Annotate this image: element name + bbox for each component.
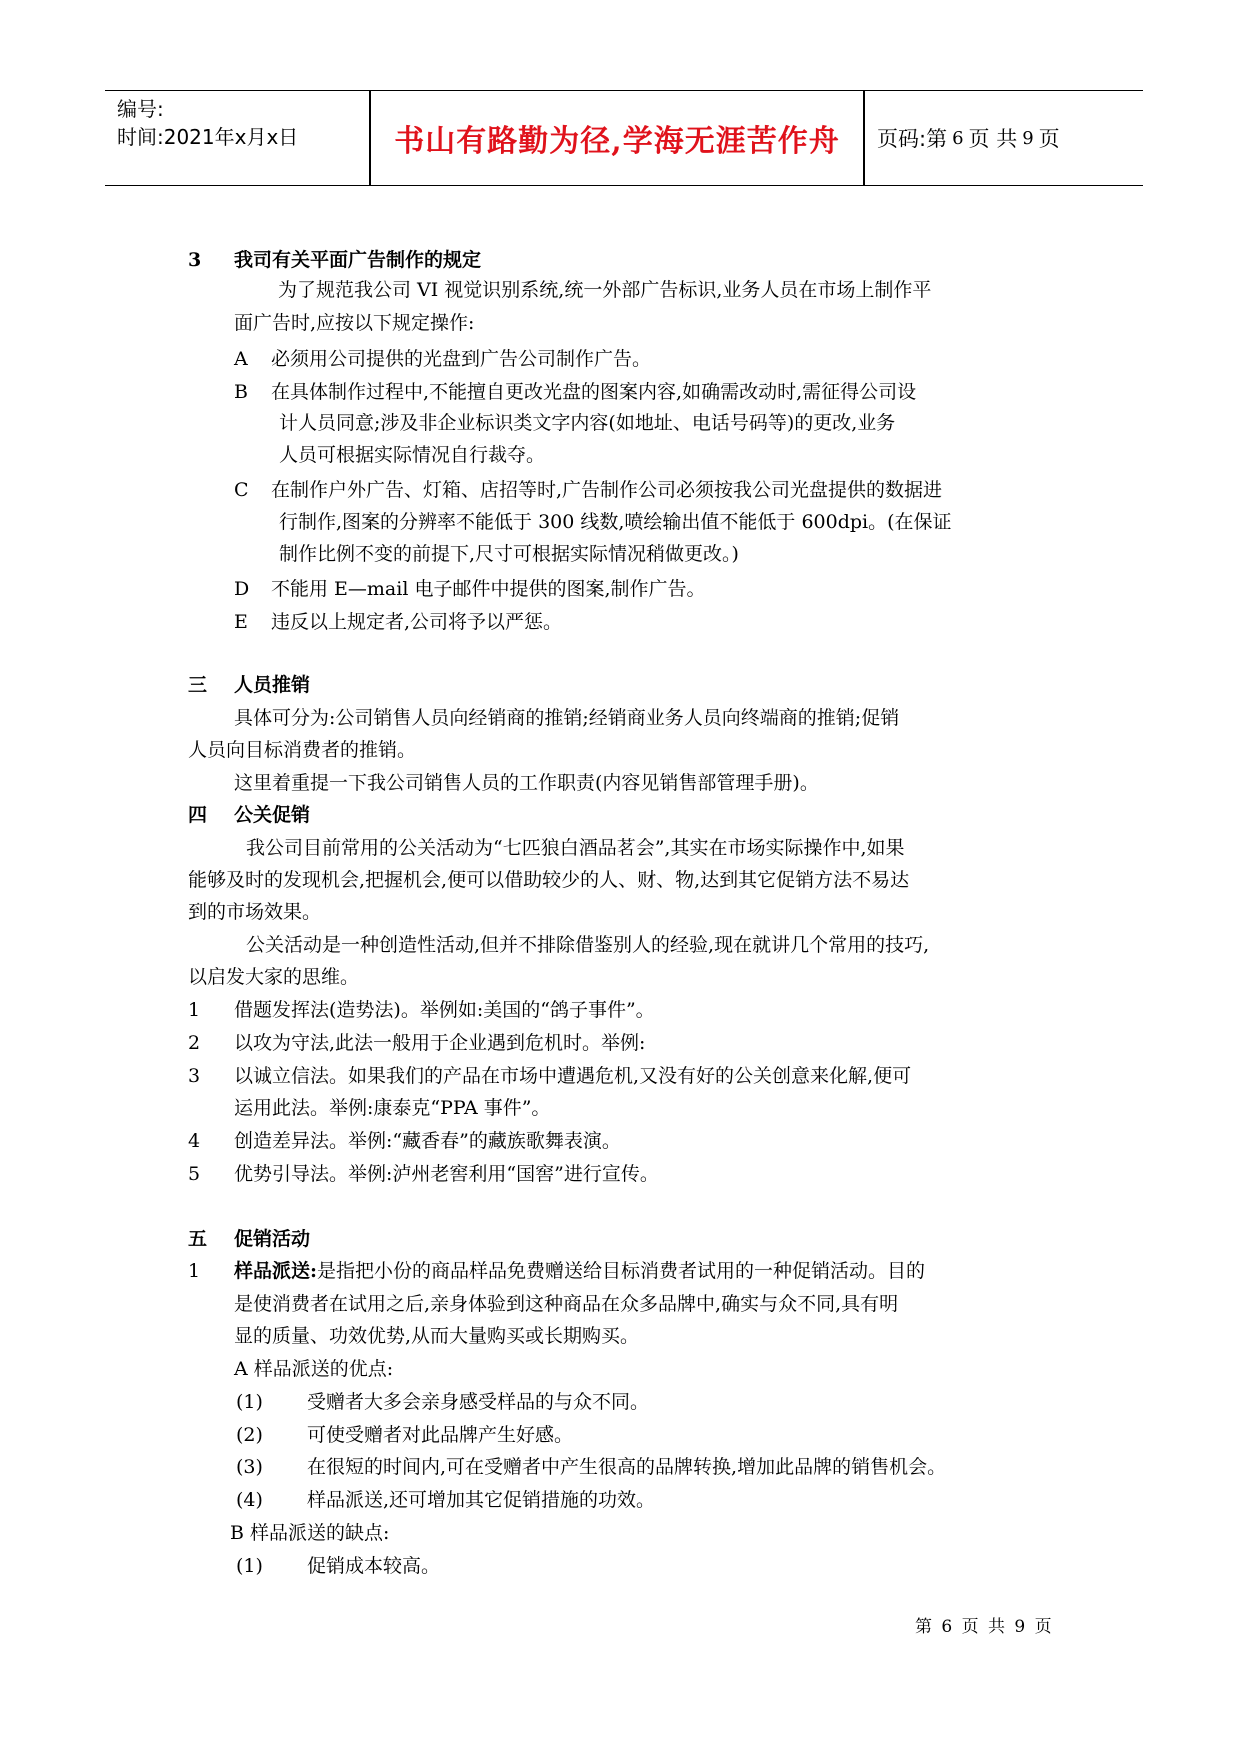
list-item-label: 2	[188, 1032, 201, 1054]
list-item-text	[234, 1257, 925, 1285]
list-item-label: 1	[188, 1260, 201, 1282]
paragraph-line: 到的市场效果。	[188, 901, 322, 923]
section-number: 四	[188, 804, 208, 826]
paragraph-line: 人员向目标消费者的推销。	[188, 739, 417, 761]
page-prefix: 页码:第	[877, 127, 948, 151]
list-item-text: 人员可根据实际情况自行裁夺。	[279, 444, 546, 466]
section-title: 公关促销	[234, 804, 311, 826]
page-footer: 第 6 页 共 9 页	[915, 1617, 1054, 1637]
time-label: 时间:2021年x月x日	[117, 125, 299, 149]
list-item-text: 行制作,图案的分辨率不能低于 300 线数,喷绘输出值不能低于 600dpi。(在保证	[279, 511, 952, 533]
paragraph-line: 具体可分为:公司销售人员向经销商的推销;经销商业务人员向终端商的推销;促销	[234, 707, 900, 729]
section-number: 三	[188, 674, 208, 696]
list-item-text: 以攻为守法,此法一般用于企业遇到危机时。举例:	[234, 1032, 646, 1054]
list-item-text: 在制作户外广告、灯箱、店招等时,广告制作公司必须按我公司光盘提供的数据进	[271, 479, 943, 501]
list-item-text: 计人员同意;涉及非企业标识类文字内容(如地址、电话号码等)的更改,业务	[279, 412, 896, 434]
page-mid: 页 共	[968, 127, 1018, 151]
list-item-text: 显的质量、功效优势,从而大量购买或长期购买。	[234, 1325, 640, 1347]
term-definition: 是指把小份的商品样品免费赠送给目标消费者试用的一种促销活动。目的	[317, 1260, 926, 1282]
number-label: 编号:	[117, 97, 164, 121]
list-item-text: 优势引导法。举例:泸州老窖利用“国窖”进行宣传。	[234, 1163, 659, 1185]
paragraph-line: 我公司目前常用的公关活动为“七匹狼白酒品茗会”,其实在市场实际操作中,如果	[246, 837, 905, 859]
list-item-text: 以诚立信法。如果我们的产品在市场中遭遇危机,又没有好的公关创意来化解,便可	[234, 1065, 912, 1087]
list-item-label: B	[234, 381, 248, 403]
sub-item-text: 促销成本较高。	[307, 1555, 441, 1577]
section-number: 3	[188, 249, 202, 271]
term: 样品派送:	[234, 1260, 318, 1282]
page-suffix: 页	[1038, 127, 1060, 151]
paragraph-line: 这里着重提一下我公司销售人员的工作职责(内容见销售部管理手册)。	[234, 772, 819, 794]
list-item-label: 5	[188, 1163, 201, 1185]
list-item-label: C	[234, 479, 249, 501]
sub-item-label: (1)	[236, 1555, 263, 1577]
list-item-text: 违反以上规定者,公司将予以严惩。	[271, 611, 563, 633]
list-item-text: 创造差异法。举例:“藏香春”的藏族歌舞表演。	[234, 1130, 621, 1152]
sub-item-label: (3)	[236, 1456, 263, 1478]
sub-item-text: 在很短的时间内,可在受赠者中产生很高的品牌转换,增加此品牌的销售机会。	[307, 1456, 947, 1478]
page-total: 9	[1022, 127, 1034, 149]
paragraph-line: 公关活动是一种创造性活动,但并不排除借鉴别人的经验,现在就讲几个常用的技巧,	[246, 934, 930, 956]
sub-item-label: (2)	[236, 1424, 263, 1446]
list-item-text: 是使消费者在试用之后,亲身体验到这种商品在众多品牌中,确实与众不同,具有明	[234, 1293, 899, 1315]
list-item-text: 运用此法。举例:康泰克“PPA 事件”。	[234, 1097, 551, 1119]
subheading: B 样品派送的缺点:	[230, 1522, 390, 1544]
list-item-label: 3	[188, 1065, 201, 1087]
paragraph-line: 为了规范我公司 VI 视觉识别系统,统一外部广告标识,业务人员在市场上制作平	[278, 279, 932, 301]
list-item-text: 借题发挥法(造势法)。举例如:美国的“鸽子事件”。	[234, 999, 655, 1021]
page-current: 6	[952, 127, 964, 149]
header-motto: 书山有路勤为径,学海无涯苦作舟	[394, 124, 840, 159]
sub-item-text: 可使受赠者对此品牌产生好感。	[307, 1424, 574, 1446]
section-title: 促销活动	[234, 1228, 311, 1250]
sub-item-label: (4)	[236, 1489, 263, 1511]
list-item-text: 必须用公司提供的光盘到广告公司制作广告。	[271, 348, 652, 370]
list-item-label: A	[234, 348, 248, 370]
subheading: A 样品派送的优点:	[234, 1358, 394, 1380]
paragraph-line: 能够及时的发现机会,把握机会,便可以借助较少的人、财、物,达到其它促销方法不易达	[188, 869, 910, 891]
list-item-label: D	[234, 578, 250, 600]
list-item-text: 制作比例不变的前提下,尺寸可根据实际情况稍做更改。)	[279, 543, 739, 565]
sub-item-text: 样品派送,还可增加其它促销措施的功效。	[307, 1489, 656, 1511]
sub-item-text: 受赠者大多会亲身感受样品的与众不同。	[307, 1391, 650, 1413]
list-item-label: E	[234, 611, 248, 633]
section-number: 五	[188, 1228, 208, 1250]
paragraph-line: 面广告时,应按以下规定操作:	[234, 312, 475, 334]
section-title: 人员推销	[234, 674, 311, 696]
list-item-text: 不能用 E—mail 电子邮件中提供的图案,制作广告。	[271, 578, 706, 600]
list-item-label: 4	[188, 1130, 201, 1152]
list-item-text: 在具体制作过程中,不能擅自更改光盘的图案内容,如确需改动时,需征得公司设	[271, 381, 917, 403]
list-item-label: 1	[188, 999, 201, 1021]
paragraph-line: 以启发大家的思维。	[188, 966, 360, 988]
section-title: 我司有关平面广告制作的规定	[234, 249, 482, 271]
sub-item-label: (1)	[236, 1391, 263, 1413]
